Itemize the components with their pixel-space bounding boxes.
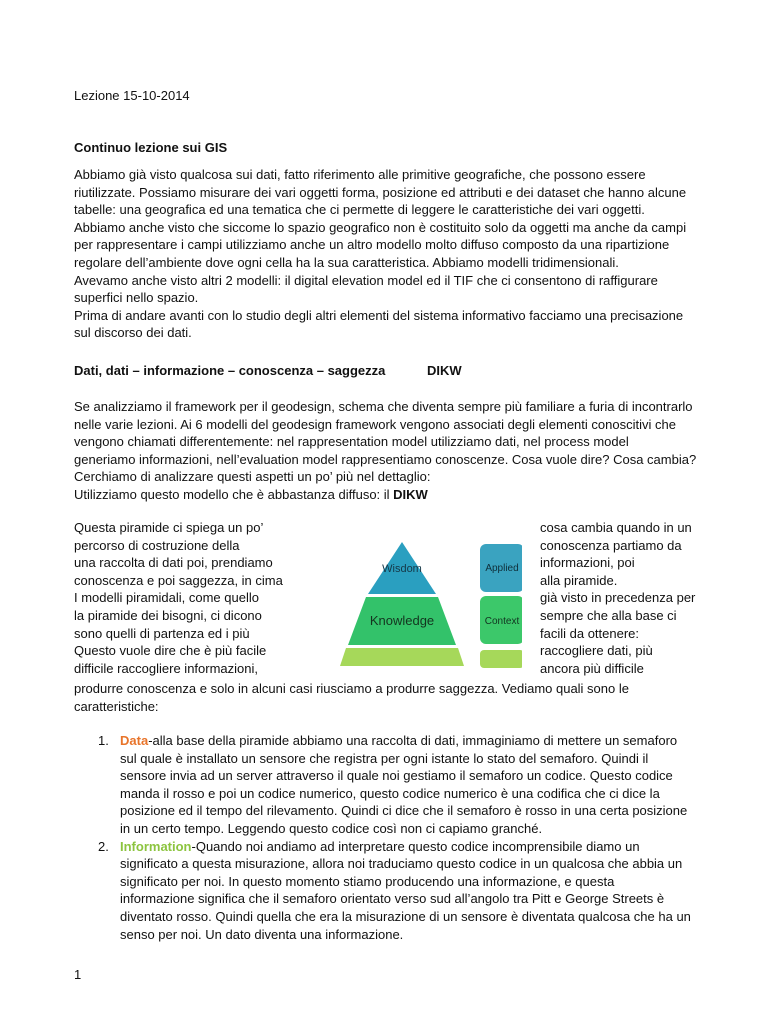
paragraph-line: tabelle: una geografica ed una tematica che ci permette di leggere le caratteristiche dei vari oggetti. bbox=[74, 202, 645, 218]
list-item-information bbox=[98, 838, 698, 944]
data-keyword: Data bbox=[120, 733, 149, 748]
section-dikw-heading bbox=[74, 362, 694, 380]
list-item-text: -alla base della piramide abbiamo una raccolta di dati, immaginiamo di mettere un semaforo bbox=[148, 733, 678, 748]
section-dikw-body bbox=[74, 398, 697, 504]
list-item-line: sul quale è installato un sensore che registra per ogni istante lo stato del semaforo. Quindi il bbox=[120, 750, 649, 766]
wrap-line: la piramide dei bisogni, ci dicono bbox=[74, 607, 262, 623]
wrap-right-column bbox=[540, 519, 740, 677]
list-item-line: manda il rosso e poi un codice numerico, questo codice numerico è una codifica che ci dice la bbox=[120, 785, 660, 801]
wrap-line: facili da ottenere: bbox=[540, 625, 640, 641]
paragraph-line: superfici nello spazio. bbox=[74, 290, 199, 306]
paragraph-line: vengono chiamati differentemente: nel rappresentation model utilizziamo dati, nel process model bbox=[74, 434, 629, 450]
dikw-pyramid-svg bbox=[332, 538, 522, 670]
paragraph-line: Cerchiamo di analizzare questi aspetti un po’ più nel dettaglio: bbox=[74, 469, 431, 485]
wrap-line: conoscenza partiamo da bbox=[540, 537, 682, 553]
list-item-line: significato per noi. In questo momento stiamo producendo una informazione, e questa bbox=[120, 873, 615, 889]
list-item-line: posizione ed il tempo del rilevamento. Quindi ci dice che il semaforo è rosso in una certa posizione bbox=[120, 803, 688, 819]
list-item-line: in un certo tempo. Leggendo questo codice così non ci capiamo granché. bbox=[120, 820, 543, 836]
wrap-line: I modelli piramidali, come quello bbox=[74, 590, 259, 606]
list-item-text: -Quando noi andiamo ad interpretare questo codice incomprensibile diamo un bbox=[191, 838, 640, 854]
wrap-line: una raccolta di dati poi, prendiamo bbox=[74, 555, 273, 571]
lesson-date bbox=[74, 87, 694, 105]
list-item-line: informazione significa che il semaforo orientato verso sud all’angolo tra Pitt e George Streets è bbox=[120, 891, 665, 907]
knowledge-label: Knowledge bbox=[369, 613, 435, 628]
paragraph-line: Abbiamo anche visto che siccome lo spazio geografico non è costituito solo da oggetti ma anche da campi bbox=[74, 219, 687, 235]
wrap-continuation bbox=[74, 680, 694, 715]
wrap-line: sono quelli di partenza ed i più bbox=[74, 625, 250, 641]
context-label: Context bbox=[484, 616, 520, 627]
wrap-line: alla piramide. bbox=[540, 572, 618, 588]
wrap-line: conoscenza e poi saggezza, in cima bbox=[74, 572, 283, 588]
wrap-line: raccogliere dati, più bbox=[540, 643, 653, 659]
paragraph-line: Abbiamo già visto qualcosa sui dati, fatto riferimento alle primitive geografiche, che possono essere bbox=[74, 167, 646, 182]
list-item-data bbox=[98, 732, 698, 838]
paragraph-line: riutilizzate. Possiamo misurare dei vari oggetti forma, posizione ed attributi e dei dataset che hanno alcune bbox=[74, 184, 687, 200]
dikw-list bbox=[98, 732, 698, 943]
wrap-line: difficile raccogliere informazioni, bbox=[74, 660, 259, 676]
wrap-left-column bbox=[74, 519, 304, 677]
section-gis bbox=[74, 139, 694, 157]
wrap-line: ancora più difficile bbox=[540, 660, 644, 676]
paragraph-line: per rappresentare i campi utilizziamo anche un altro modello molto diffuso composto da una ripartizione bbox=[74, 237, 670, 253]
pyramid-base-tier bbox=[340, 648, 464, 666]
paragraph-line bbox=[74, 486, 694, 504]
applied-label: Applied bbox=[485, 563, 519, 574]
dikw-intro-text: Utilizziamo questo modello che è abbastanza diffuso: il bbox=[74, 486, 394, 502]
paragraph-line: produrre conoscenza e solo in alcuni casi riusciamo a produrre saggezza. Vediamo quali sono le bbox=[74, 681, 629, 696]
paragraph-line: sul discorso dei dati. bbox=[74, 325, 192, 341]
list-item-line: significato a questa misurazione, allora noi traduciamo questo codice in un qualcosa che abbia un bbox=[120, 856, 683, 872]
list-item-line: sensore invia ad un server attraverso il quale noi gestiamo il semaforo un codice. Questo codice bbox=[120, 768, 673, 784]
paragraph-line: Se analizziamo il framework per il geodesign, schema che diventa sempre più familiare a furia di incontrarlo bbox=[74, 399, 693, 414]
base-box bbox=[480, 650, 522, 668]
dikw-intro-bold: DIKW bbox=[393, 486, 428, 502]
wrap-line: Questo vuole dire che è più facile bbox=[74, 643, 267, 659]
wrap-line: informazioni, poi bbox=[540, 555, 635, 571]
list-number: 2. bbox=[98, 838, 109, 854]
section-title: Continuo lezione sui GIS bbox=[74, 140, 228, 155]
wrap-line: cosa cambia quando in un bbox=[540, 520, 692, 535]
paragraph-line: nelle varie lezioni. Ai 6 modelli del geodesign framework vengono associati degli elementi conoscitivi che bbox=[74, 416, 676, 432]
wrap-line: Questa piramide ci spiega un po’ bbox=[74, 520, 264, 535]
wrap-line: già visto in precedenza per bbox=[540, 590, 696, 606]
list-item-line: diventato rosso. Quindi quella che era la misurazione di un sensore è diventata qualcosa che ha un bbox=[120, 908, 691, 924]
paragraph-line: caratteristiche: bbox=[74, 698, 159, 714]
wrap-line: percorso di costruzione della bbox=[74, 537, 240, 553]
paragraph-line: generiamo informazioni, nell’evaluation model rappresentiamo conoscenze. Cosa vuole dire? Cosa cambia? bbox=[74, 451, 697, 467]
page-number: 1 bbox=[74, 967, 82, 982]
list-number: 1. bbox=[98, 733, 109, 748]
dikw-pyramid-figure bbox=[332, 538, 522, 670]
dikw-acronym: DIKW bbox=[427, 363, 462, 378]
paragraph-line: regolare dell’ambiente dove ogni cella ha la sua caratteristica. Abbiamo modelli tridimensionali. bbox=[74, 254, 619, 270]
section-gis-body bbox=[74, 166, 694, 342]
information-keyword: Information bbox=[120, 838, 192, 854]
paragraph-line: Prima di andare avanti con lo studio degli altri elementi del sistema informativo facciamo una precisazione bbox=[74, 307, 684, 323]
section-title: Dati, dati – informazione – conoscenza – saggezza bbox=[74, 363, 386, 378]
date-line: Lezione 15-10-2014 bbox=[74, 88, 190, 103]
paragraph-line: Avevamo anche visto altri 2 modelli: il digital elevation model ed il TIF che ci consentono di raffigurare bbox=[74, 272, 658, 288]
list-item-line: senso per noi. Un dato diventa una informazione. bbox=[120, 926, 404, 942]
wrap-line: sempre che alla base ci bbox=[540, 607, 677, 623]
wisdom-label: Wisdom bbox=[382, 563, 422, 575]
